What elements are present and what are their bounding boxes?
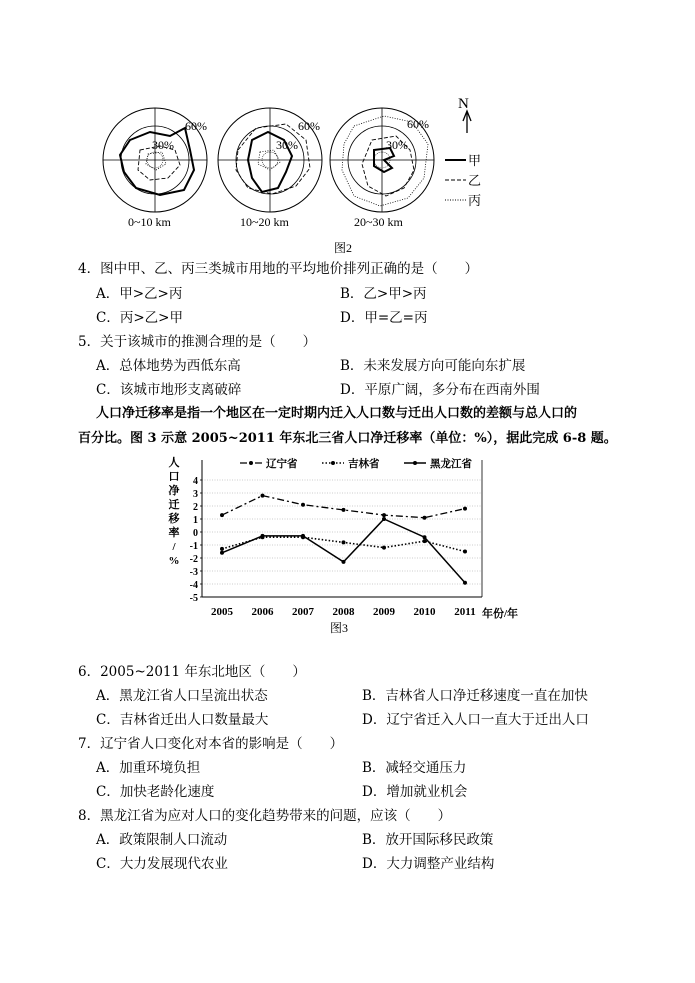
legend-marker-1 <box>331 461 335 465</box>
north-arrow-icon <box>458 96 471 133</box>
x-axis-label: 年份/年 <box>482 608 519 620</box>
y-axis-label-char: / <box>172 541 176 553</box>
legend-jia: 甲 <box>468 153 482 168</box>
y-axis-label-char: % <box>168 555 180 567</box>
intro-line-2: 百分比。图 3 示意 2005~2011 年东北三省人口净迁移率（单位：%），据此完成 6-8 题。 <box>78 431 617 446</box>
legend-bing: 丙 <box>468 193 482 208</box>
legend-marker-2 <box>413 461 417 465</box>
y-tick-label: 4 <box>193 476 198 487</box>
q6-option-c: C．吉林省迁出人口数量最大 <box>96 712 269 728</box>
y-tick-label: -3 <box>189 567 198 578</box>
question-7-stem: 7．辽宁省人口变化对本省的影响是（ ） <box>78 736 344 752</box>
x-tick-label: 2008 <box>332 606 355 618</box>
question-5-stem: 5．关于该城市的推测合理的是（ ） <box>78 334 317 350</box>
y-axis-label-char: 迁 <box>168 499 180 511</box>
q6-option-b: B．吉林省人口净迁移速度一直在加快 <box>362 688 588 704</box>
q4-option-a: A．甲>乙>丙 <box>96 286 183 302</box>
y-tick-label: 1 <box>193 515 198 526</box>
y-tick-label: -4 <box>189 580 198 591</box>
y-axis-label-char: 率 <box>168 527 180 539</box>
series-point-2 <box>423 535 427 539</box>
q7-option-b: B．减轻交通压力 <box>362 760 467 776</box>
series-point-2 <box>261 534 265 538</box>
series-point-1 <box>382 546 386 550</box>
y-axis-label-char: 移 <box>168 513 180 525</box>
ring-label-30: 30% <box>386 138 408 152</box>
x-tick-label: 2006 <box>251 606 274 618</box>
series-point-0 <box>382 513 386 517</box>
y-tick-label: 3 <box>193 489 198 500</box>
svg-text:N: N <box>458 96 469 112</box>
series-point-2 <box>342 560 346 564</box>
series-point-1 <box>463 550 467 554</box>
question-8-stem: 8．黑龙江省为应对人口的变化趋势带来的问题，应该（ ） <box>78 808 452 824</box>
series-point-2 <box>301 534 305 538</box>
series-line-0 <box>222 496 465 518</box>
panel-label-1: 0~10 km <box>128 215 171 229</box>
q7-option-c: C．加快老龄化速度 <box>96 784 215 800</box>
q5-option-d: D．平原广阔，多分布在西南外围 <box>340 382 540 398</box>
x-tick-label: 2007 <box>292 606 314 618</box>
ring-label-30: 30% <box>276 138 298 152</box>
figure-2-caption: 图2 <box>334 241 353 255</box>
panel-label-2: 10~20 km <box>240 215 289 229</box>
legend-label-2: 黑龙江省 <box>430 459 472 470</box>
q5-option-c: C．该城市地形支离破碎 <box>96 382 242 398</box>
question-6-stem: 6．2005~2011 年东北地区（ ） <box>78 664 306 680</box>
q5-option-a: A．总体地势为西低东高 <box>96 358 241 374</box>
q8-option-d: D．大力调整产业结构 <box>362 856 495 872</box>
series-point-0 <box>261 494 265 498</box>
figure-2 <box>0 0 695 255</box>
circle-diagram-3 <box>330 108 434 229</box>
x-tick-label: 2005 <box>211 606 233 618</box>
series-point-0 <box>463 507 467 511</box>
ring-label-60: 60% <box>185 119 207 133</box>
series-point-0 <box>342 508 346 512</box>
question-4-stem: 4．图中甲、乙、丙三类城市用地的平均地价排列正确的是（ ） <box>78 261 479 277</box>
q7-option-d: D．增加就业机会 <box>362 784 468 800</box>
series-point-0 <box>220 513 224 517</box>
series-point-0 <box>301 503 305 507</box>
q8-option-b: B．放开国际移民政策 <box>362 832 494 848</box>
y-tick-label: -1 <box>189 541 198 552</box>
legend <box>445 153 481 208</box>
q4-option-b: B．乙>甲>丙 <box>340 286 427 302</box>
chart-legend <box>240 457 472 470</box>
y-tick-label: -2 <box>189 554 198 565</box>
q4-option-c: C．丙>乙>甲 <box>96 310 183 326</box>
y-axis-label-char: 口 <box>168 471 180 483</box>
q8-option-a: A．政策限制人口流动 <box>96 832 228 848</box>
x-tick-label: 2009 <box>373 606 395 618</box>
series-point-0 <box>423 516 427 520</box>
series-point-2 <box>220 551 224 555</box>
q4-option-d: D．甲=乙=丙 <box>340 310 428 326</box>
x-tick-label: 2011 <box>454 606 476 618</box>
q6-option-a: A．黑龙江省人口呈流出状态 <box>96 688 268 704</box>
circle-diagram-2 <box>218 108 322 229</box>
panel-label-3: 20~30 km <box>354 215 403 229</box>
y-tick-label: 0 <box>193 528 198 539</box>
legend-yi: 乙 <box>468 173 482 188</box>
series-line-2 <box>222 519 465 583</box>
y-axis-label-char: 人 <box>168 457 180 469</box>
y-tick-label: -5 <box>189 593 198 604</box>
series-point-2 <box>382 517 386 521</box>
series-point-1 <box>342 540 346 544</box>
q8-option-c: C．大力发展现代农业 <box>96 856 228 872</box>
y-axis-label-char: 净 <box>168 485 180 497</box>
legend-marker-0 <box>249 461 253 465</box>
ring-label-60: 60% <box>298 119 320 133</box>
legend-label-1: 吉林省 <box>348 459 380 470</box>
q5-option-b: B．未来发展方向可能向东扩展 <box>340 358 526 374</box>
legend-label-0: 辽宁省 <box>266 459 298 470</box>
circle-diagram-1 <box>103 108 207 229</box>
x-tick-label: 2010 <box>413 606 436 618</box>
ring-label-60: 60% <box>407 117 429 131</box>
q6-option-d: D．辽宁省迁入人口一直大于迁出人口 <box>362 712 589 728</box>
y-tick-label: 2 <box>193 502 198 513</box>
intro-line-1: 人口净迁移率是指一个地区在一定时期内迁入人口数与迁出人口数的差额与总人口的 <box>96 406 578 421</box>
figure-3-chart <box>160 450 540 640</box>
y-axis-label <box>168 456 181 567</box>
figure-3-caption: 图3 <box>330 621 349 635</box>
ring-label-30: 30% <box>152 138 174 152</box>
series-point-2 <box>463 581 467 585</box>
q7-option-a: A．加重环境负担 <box>96 760 201 776</box>
series-point-1 <box>220 547 224 551</box>
